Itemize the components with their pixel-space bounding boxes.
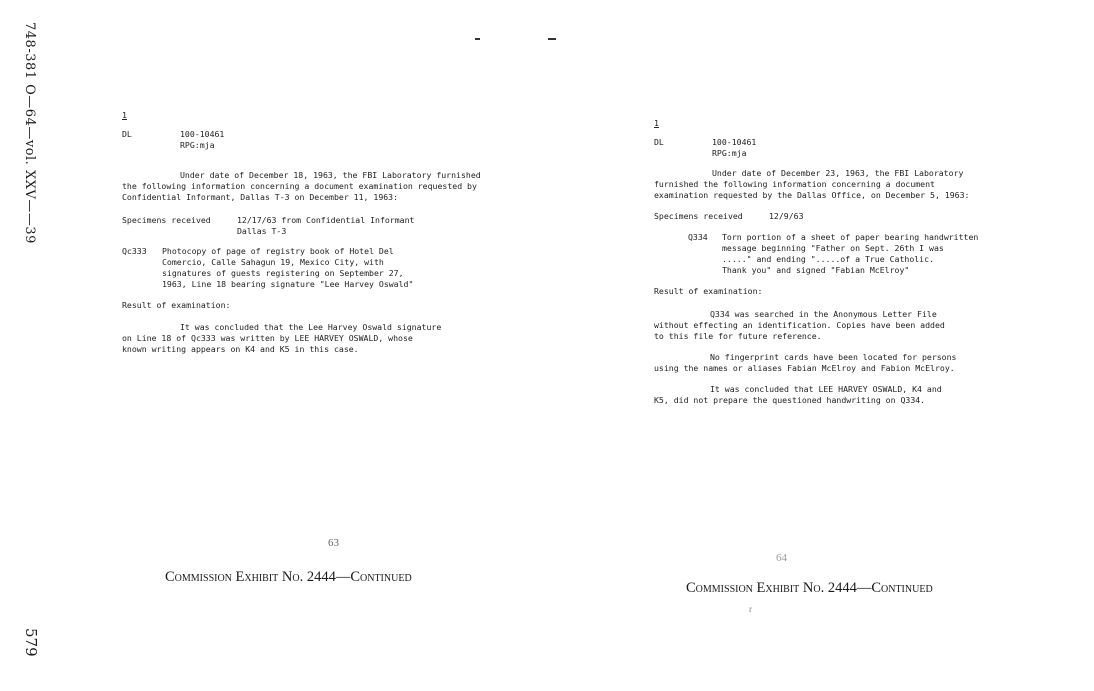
left-exhibit-caption: Commission Exhibit No. 2444—Continued xyxy=(165,569,412,585)
left-page-number: 63 xyxy=(328,537,339,549)
right-item-line: Torn portion of a sheet of paper bearing handwritten xyxy=(722,232,979,242)
right-stray-mark: r xyxy=(749,604,752,614)
right-specimens-label: Specimens received xyxy=(654,211,743,221)
margin-side-text: 748-381 O—64—vol. XXV——39 xyxy=(22,22,37,244)
right-file-header xyxy=(654,137,1034,148)
right-document xyxy=(654,118,1034,406)
left-item-line: 1963, Line 18 bearing signature "Lee Harvey Oswald" xyxy=(162,279,414,289)
right-specimens xyxy=(654,211,1034,222)
left-conclusion-line: It was concluded that the Lee Harvey Oswald signature xyxy=(180,322,442,332)
right-para-line: It was concluded that LEE HARVEY OSWALD, K4 and xyxy=(710,384,942,394)
left-item-line: signatures of guests registering on September 27, xyxy=(162,268,404,278)
right-exhibit-caption: Commission Exhibit No. 2444—Continued xyxy=(686,580,933,596)
left-file-no: 100-10461 xyxy=(180,129,225,139)
page-folio: 579 xyxy=(22,628,40,657)
right-office: DL xyxy=(654,137,664,147)
left-result-label: Result of examination: xyxy=(122,300,231,310)
left-item-line: Photocopy of page of registry book of Hotel Del xyxy=(162,246,394,256)
left-intro: Under date of December 18, 1963, the FBI Laboratory furnished the following information concerning a document examination requested by Confidential Informant, Dallas T-3 on December 11, 1963: xyxy=(122,170,481,202)
right-initials-row xyxy=(654,148,1034,159)
right-para-line: using the names or aliases Fabian McElroy and Fabion McElroy. xyxy=(654,363,955,373)
left-initials-row xyxy=(122,140,492,151)
left-specimens xyxy=(122,215,492,237)
left-item xyxy=(122,246,492,290)
right-para-line: No fingerprint cards have been located for persons xyxy=(710,352,957,362)
right-para-line: to this file for future reference. xyxy=(654,331,822,341)
left-conclusion-line: on Line 18 of Qc333 was written by LEE HARVEY OSWALD, whose xyxy=(122,333,413,343)
left-office: DL xyxy=(122,129,132,139)
right-para-1 xyxy=(654,309,1034,342)
left-conclusion xyxy=(122,322,492,355)
right-page-number: 64 xyxy=(776,552,787,564)
right-item-line: ....." and ending ".....of a True Catholic. xyxy=(722,254,934,264)
right-item xyxy=(654,232,1034,276)
top-dash-1 xyxy=(475,38,480,40)
right-item-code: Q334 xyxy=(688,232,708,242)
right-intro-line: furnished the following information concerning a document xyxy=(654,179,935,189)
right-para-2 xyxy=(654,352,1034,374)
left-initials: RPG:mja xyxy=(180,140,215,150)
right-para-line: without effecting an identification. Copies have been added xyxy=(654,320,945,330)
right-para-line: Q334 was searched in the Anonymous Letter File xyxy=(710,309,937,319)
right-para-3 xyxy=(654,384,1034,406)
right-intro xyxy=(654,168,1034,201)
right-intro-line: Under date of December 23, 1963, the FBI Laboratory xyxy=(712,168,964,178)
left-item-code: Qc333 xyxy=(122,246,147,256)
right-item-line: Thank you" and signed "Fabian McElroy" xyxy=(722,265,910,275)
left-specimens-value-2: Dallas T-3 xyxy=(237,226,287,236)
left-document xyxy=(122,110,492,355)
left-specimens-label: Specimens received xyxy=(122,215,211,225)
right-result-label: Result of examination: xyxy=(654,286,763,296)
right-page-mark: 1 xyxy=(654,118,659,128)
right-specimens-value: 12/9/63 xyxy=(769,211,804,221)
right-para-line: K5, did not prepare the questioned handwriting on Q334. xyxy=(654,395,926,405)
left-item-line: Comercio, Calle Sahagun 19, Mexico City, with xyxy=(162,257,384,267)
right-item-line: message beginning "Father on Sept. 26th I was xyxy=(722,243,944,253)
left-page-mark: 1 xyxy=(122,110,127,120)
left-file-header xyxy=(122,129,492,140)
right-intro-line: examination requested by the Dallas Office, on December 5, 1963: xyxy=(654,190,970,200)
left-conclusion-line: known writing appears on K4 and K5 in this case. xyxy=(122,344,359,354)
top-dash-2 xyxy=(548,38,556,40)
right-file-no: 100-10461 xyxy=(712,137,757,147)
left-specimens-value-1: 12/17/63 from Confidential Informant xyxy=(237,215,415,225)
right-initials: RPG:mja xyxy=(712,148,747,158)
